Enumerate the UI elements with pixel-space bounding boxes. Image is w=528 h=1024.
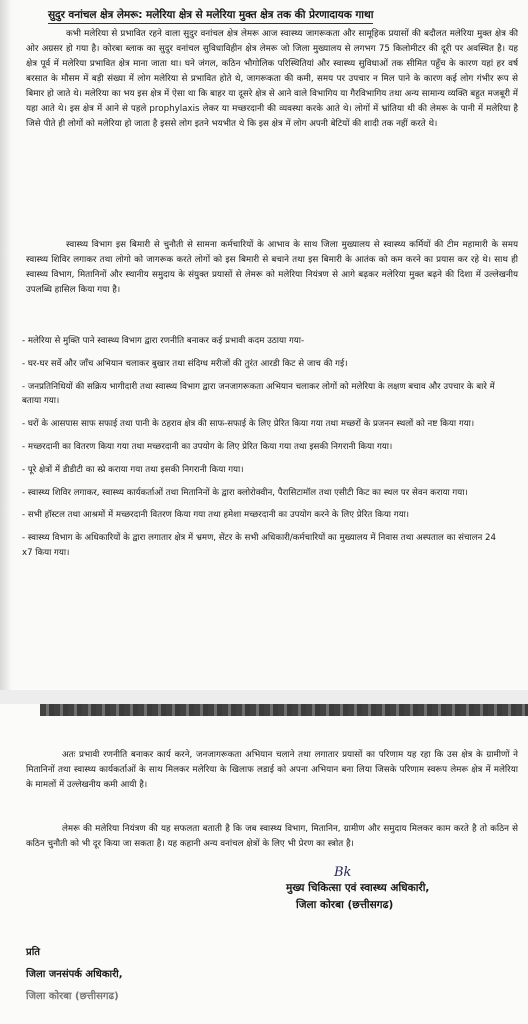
list-item: - पूरे क्षेत्रों में डीडीटी का स्प्रे कराया गया तथा इसकी निगरानी किया गया। bbox=[22, 464, 244, 475]
recipient-block bbox=[26, 942, 123, 1008]
list-item: - स्वास्थ्य शिविर लगाकर, स्वास्थ्य कार्यकर्ताओं तथा मितानिनों के द्वारा क्लोरोक्वीन, पैरासिटामॉल तथा एसीटी किट का स्थल पर सेवन कराया गया। bbox=[22, 487, 468, 498]
list-item: - घरों के आसपास साफ सफाई तथा पानी के ठहराव क्षेत्र की साफ-सफाई के लिए प्रेरित किया गया तथा मच्छरों के प्रजनन स्थलों को नष्ट किया गया। bbox=[22, 419, 475, 430]
list-item: - स्वास्थ्य विभाग के अधिकारियों के द्वारा लगातार क्षेत्र में भ्रमण, सेंटर के सभी अधिकारी/कर्मचारियों का मुख्यालय में निवास तथा अस्पताल का संचालन 24 x7 किया गया। bbox=[22, 533, 496, 558]
result-paragraph: अतः प्रभावी रणनीति बनाकर कार्य करने, जनजागरूकता अभियान चलाने तथा लगातार प्रयासों का परिणाम यह रहा कि उस क्षेत्र के ग्रामीणों ने मितानिनों तथा स्वास्थ्य कार्यकर्ताओं के साथ मिलकर मलेरिया के खिलाफ लडाई को अपना अभियान बना लिया जिसके परिणाम स्वरूप लेमरू क्षेत्र में मलेरिया के मामलों में उल्लेखनीय कमी आयी है। bbox=[26, 750, 518, 790]
signature-block bbox=[286, 865, 430, 914]
measures-list bbox=[22, 334, 502, 569]
document-title: सुदुर वनांचल क्षेत्र लेमरू: मलेरिया क्षेत्र से मलेरिया मुक्त क्षेत्र तक की प्रेरणादायक गाथा bbox=[48, 8, 373, 24]
handwritten-signature: Bk bbox=[334, 865, 352, 880]
list-item: - मच्छरदानी का वितरण किया गया तथा मच्छरदानी का उपयोग के लिए प्रेरित किया गया तथा इसकी निगरानी किया गया। bbox=[22, 441, 393, 452]
health-department-paragraph: स्वास्थ्य विभाग इस बिमारी से चुनौती से सामना कर्मचारियों के आभाव के साथ जिला मुख्यालय से स्वास्थ्य कर्मियों की टीम महामारी के समय स्वास्थ्य शिविर लगाकर तथा लोगो को जागरूक करते लोगों को इस बिमारी से बचाने तथा इस बिमारी के आतंक को कम करने का प्रयास कर रहे थे। साथ ही स्वास्थ्य विभाग, मितानिनों और स्थानीय समुदाय के संयुक्त प्रयासों से लेमरू को मलेरिया नियंत्रण से आगे बढ़कर मलेरिया मुक्त बढ़ने की दिशा में उल्लेखनीय उपलब्धि हासिल किया गया है। bbox=[26, 240, 518, 295]
list-item: - मलेरिया से मुक्ति पाने स्वास्थ्य विभाग द्वारा रणनीति बनाकर कई प्रभावी कदम उठाया गया- bbox=[22, 336, 305, 346]
recipient-label: प्रति bbox=[26, 947, 40, 958]
list-item: - जनप्रतिनिधियों की सक्रिय भागीदारी तथा स्वास्थ्य विभाग द्वारा जनजागरूकता अभियान चलाकर लोगों को मलेरिया के लक्षण बचाव और उपचार के बारे में बताया गया। bbox=[22, 381, 495, 407]
torn-edge bbox=[40, 704, 528, 716]
list-item: - घर-घर सर्वे और जाँच अभियान चलाकर बुखार तथा संदिग्ध मरीजों की तुरंत आरडी किट से जाच की गई। bbox=[22, 358, 348, 369]
page-gap bbox=[0, 690, 528, 704]
intro-paragraph: कभी मलेरिया से प्रभावित रहने वाला सुदुर वनांचल क्षेत्र लेमरू आज स्वास्थ्य जागरूकता और सामूहिक प्रयासों की बदौलत मलेरिया मुक्त क्षेत्र की ओर अग्रसर हो गया है। कोरबा ब्लाक का सुदुर वनांचल सुविधाविहीन क्षेत्र लेमरू जो जिला मुख्यालय से लगभग 75 किलोमीटर की दूरी पर अवस्थित है। यह क्षेत्र पूर्व में मलेरिया प्रभावित क्षेत्र माना जाता था। घने जंगल, कठिन भौगोलिक परिस्थितियां और स्वास्थ्य सुविधाओं तक सीमित पहुँच के कारण यहां हर वर्ष बरसात के मौसम में बड़ी संख्या में लोग मलेरिया से प्रभावित होते थे, जागरूकता की कमी, समय पर उपचार न मिल पाने के कारण कई लोग गंभीर रूप से बिमार हो जाते थे। मलेरिया का भय इस क्षेत्र में ऐसा था कि बाहर या दूसरे क्षेत्र से आने वाले विभागिय या गैरविभागिय तथा अन्य सामान्य व्यक्ति बहुत मजबूरी में यहा आते थे। इस क्षेत्र में आने से पहले prophylaxis लेकर या मच्छरदानी की व्यवस्था करके आते थे। लोगों में भ्रांतिया थी की लेमरू के पानी में मलेरिया है जिसे पीते ही लोगों को मलेरिया हो जाता है इससे लोग इतने भयभीत थे कि इस क्षेत्र में लोग अपनी बेटियों की शादी तक नहीं करते थे। bbox=[26, 29, 518, 129]
signatory-title: मुख्य चिकित्सा एवं स्वास्थ्य अधिकारी, bbox=[286, 882, 430, 894]
recipient-district: जिला कोरबा (छत्तीसगढ) bbox=[26, 991, 119, 1002]
signatory-district: जिला कोरबा (छत्तीसगढ) bbox=[296, 899, 394, 911]
document-page-2 bbox=[0, 704, 528, 1024]
conclusion-paragraph: लेमरू की मलेरिया नियंत्रण की यह सफलता बताती है कि जब स्वास्थ्य विभाग, मितानिन, ग्रामीण और समुदाय मिलकर काम करते है तो कठिन से कठिन चुनौती को भी दूर किया जा सकता है। यह कहानी अन्य वनांचल क्षेत्रों के लिए भी प्रेरण का स्त्रोत है। bbox=[26, 824, 518, 849]
recipient-title: जिला जनसंपर्क अधिकारी, bbox=[26, 969, 123, 980]
list-item: - सभी हॉस्टल तथा आश्रमों में मच्छरदानी वितरण किया गया तथा हमेशा मच्छरदानी का उपयोग करने के लिए प्रेरित किया गया। bbox=[22, 510, 410, 521]
